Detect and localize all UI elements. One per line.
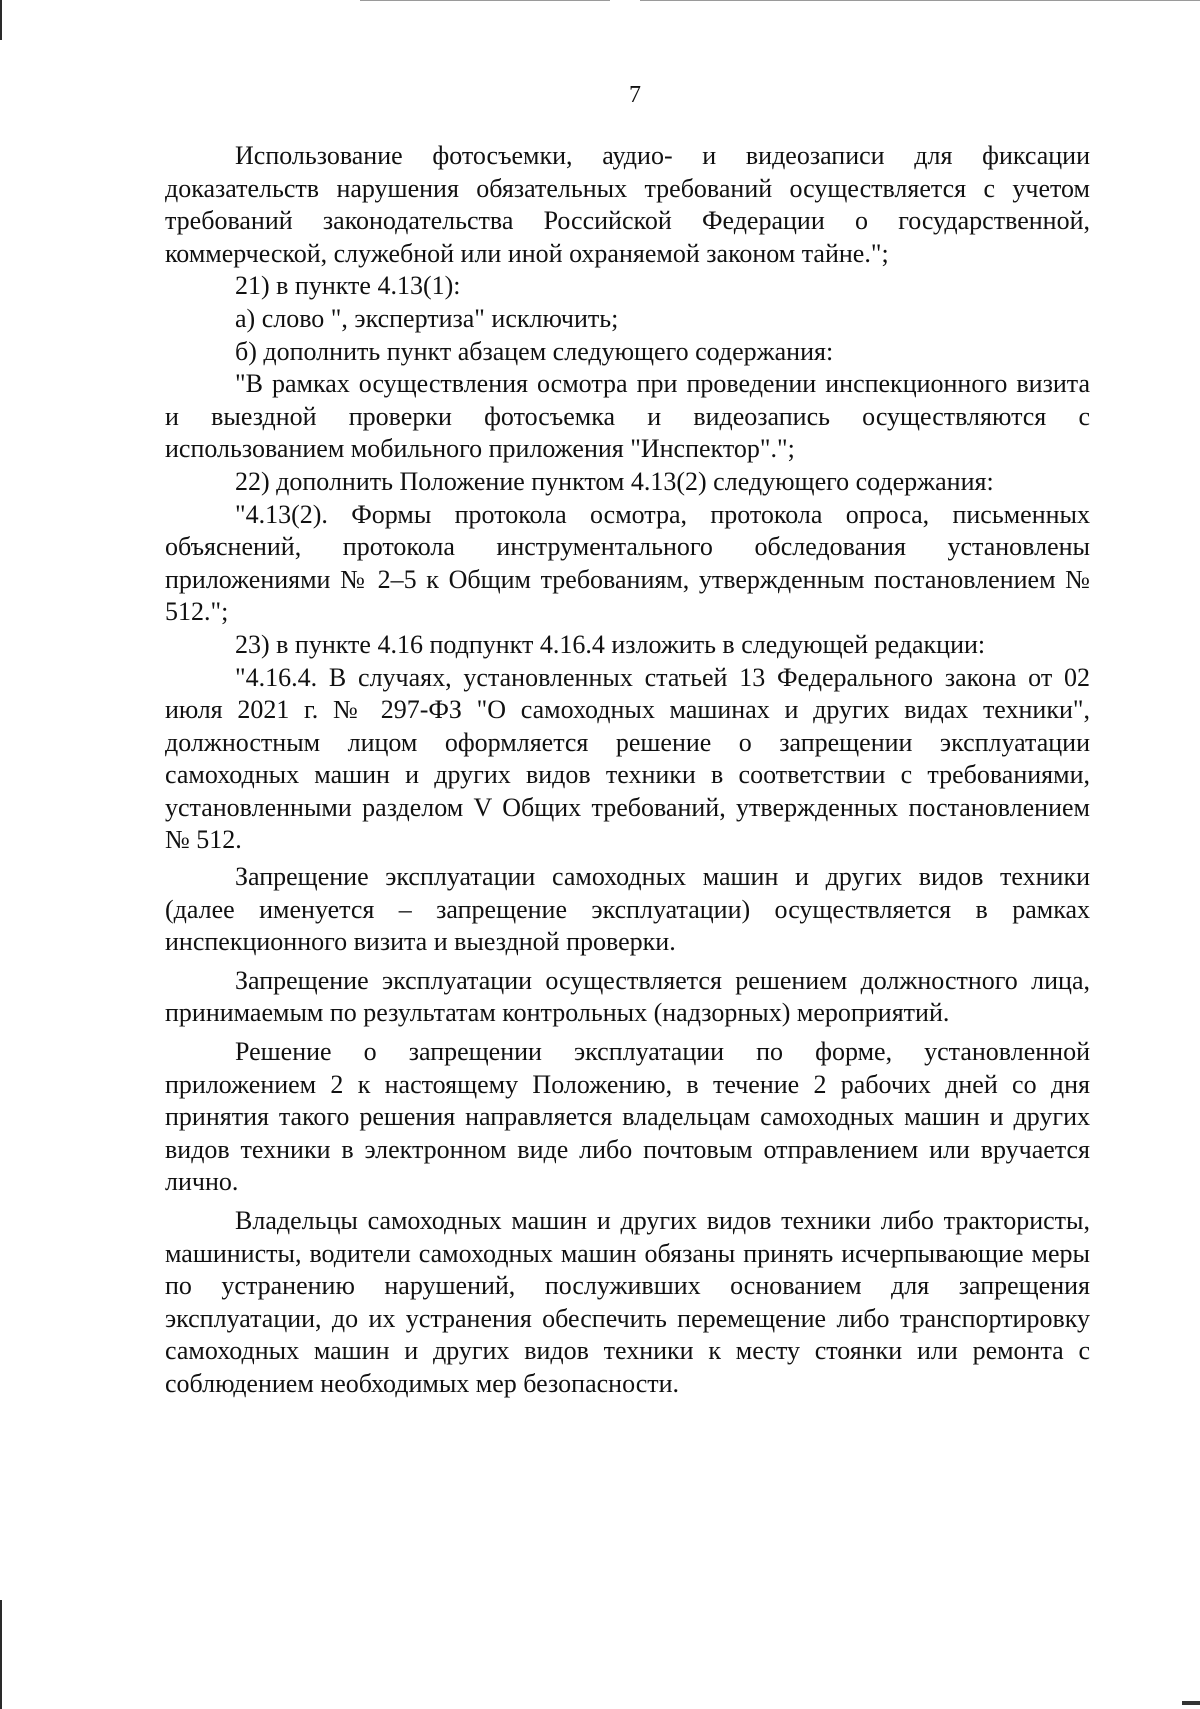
paragraph: Решение о запрещении эксплуатации по форме, установленной приложением 2 к настоящему Положению, в течение 2 рабочих дней со дня принятия такого решения направляется владельцам самоходных машин и других видов техники в электронном виде либо почтовым отправлением или вручается лично. <box>165 1037 1090 1197</box>
paragraph: "4.16.4. В случаях, установленных статьей 13 Федерального закона от 02 июля 2021 г. № 297-ФЗ "О самоходных машинах и других видах техники", должностным лицом оформляется решение о запрещении эксплуатации самоходных машин и других видов техники в соответствии с требованиями, установленными разделом V Общих требований, утвержденных постановлением № 512. <box>165 662 1090 855</box>
paragraph: а) слово ", экспертиза" исключить; <box>235 303 619 333</box>
paragraph: 21) в пункте 4.13(1): <box>235 271 461 301</box>
paragraph: б) дополнить пункт абзацем следующего содержания: <box>235 336 834 366</box>
paragraph: "4.13(2). Формы протокола осмотра, протокола опроса, письменных объяснений, протокола инструментального обследования установлены приложениями № 2–5 к Общим требованиям, утвержденным постановлением № 512."; <box>165 499 1090 627</box>
paragraph: Владельцы самоходных машин и других видов техники либо трактористы, машинисты, водители самоходных машин обязаны принять исчерпывающие меры по устранению нарушений, послуживших основанием для запрещения эксплуатации, до их устранения обеспечить перемещение либо транспортировку самоходных машин и других видов техники к месту стоянки или ремонта с соблюдением необходимых мер безопасности. <box>165 1206 1090 1398</box>
paragraph: Запрещение эксплуатации осуществляется решением должностного лица, принимаемым по результатам контрольных (надзорных) мероприятий. <box>165 965 1090 1028</box>
paragraph: Использование фотосъемки, аудио- и видеозаписи для фиксации доказательств нарушения обязательных требований осуществляется с учетом требований законодательства Российской Федерации о государственной, коммерческой, служебной или иной охраняемой законом тайне."; <box>165 141 1090 268</box>
scan-top-line <box>360 0 610 1</box>
page-number: 7 <box>629 82 641 108</box>
paragraph: 23) в пункте 4.16 подпункт 4.16.4 изложить в следующей редакции: <box>235 629 986 659</box>
paragraph: "В рамках осуществления осмотра при проведении инспекционного визита и выездной проверки фотосъемка и видеозапись осуществляются с использованием мобильного приложения "Инспектор"."; <box>165 369 1090 464</box>
paragraph: Запрещение эксплуатации самоходных машин и других видов техники (далее именуется – запрещение эксплуатации) осуществляется в рамках инспекционного визита и выездной проверки. <box>165 862 1090 957</box>
document-body <box>165 140 1090 1401</box>
scan-top-line <box>640 0 1200 1</box>
paragraph: 22) дополнить Положение пунктом 4.13(2) следующего содержания: <box>235 466 994 496</box>
scan-edge-gap <box>0 40 3 1600</box>
scan-corner-mark <box>1182 1701 1200 1705</box>
